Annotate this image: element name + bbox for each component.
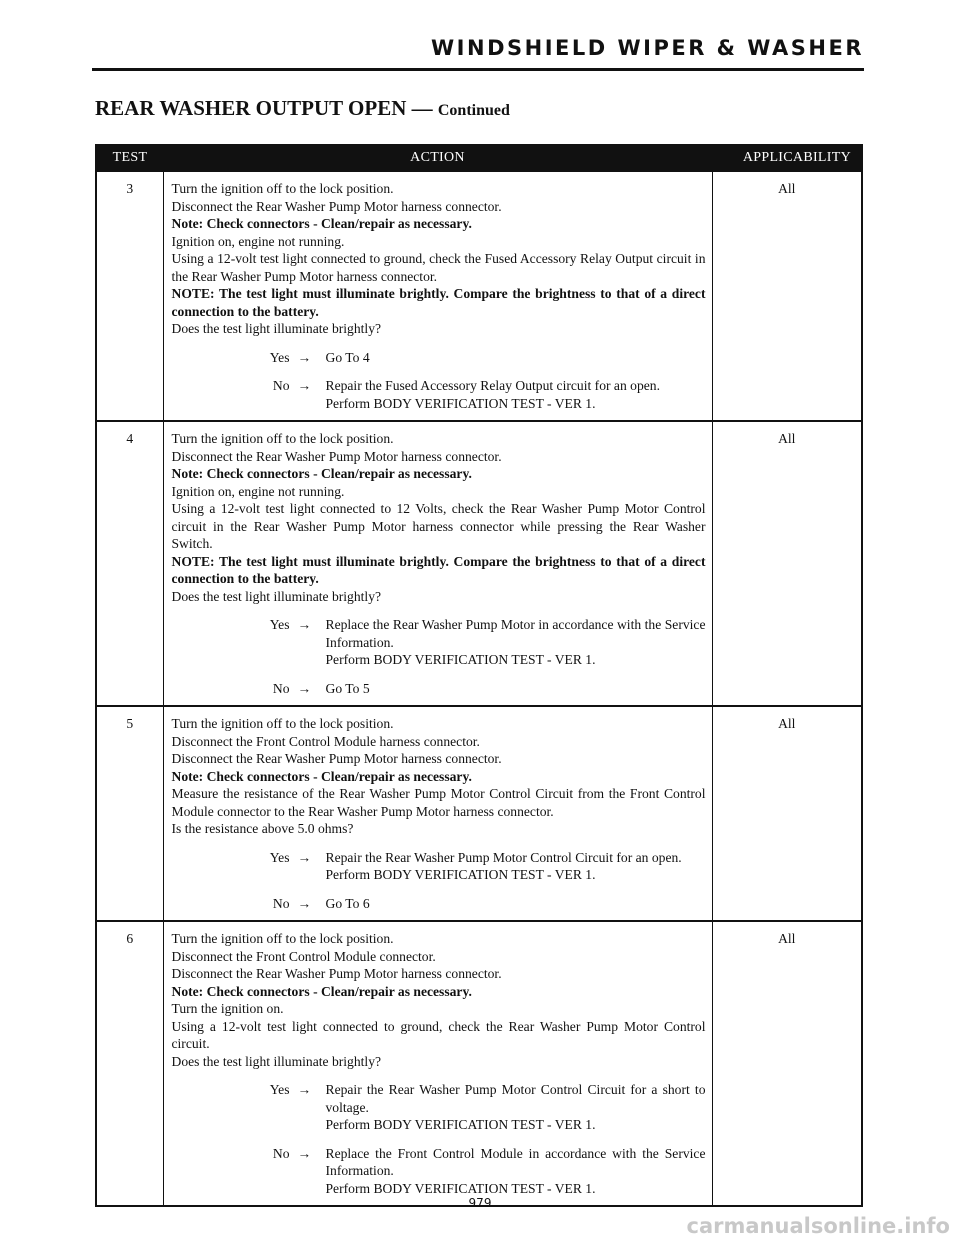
action-cell <box>163 706 712 921</box>
table-row <box>96 171 862 421</box>
step-line: Disconnect the Rear Washer Pump Motor harness connector. <box>171 966 502 981</box>
result-yes <box>172 849 706 884</box>
result-yes <box>172 616 706 669</box>
result-line: Replace the Front Control Module in accordance with the Service Information. <box>325 1145 706 1178</box>
result-text <box>326 1145 706 1198</box>
step-line: Disconnect the Front Control Module connector. <box>171 948 436 964</box>
result-no <box>172 895 706 913</box>
result-no <box>172 377 706 412</box>
result-no <box>172 1145 706 1198</box>
arrow-icon: → <box>297 680 312 696</box>
action-cell <box>163 171 712 421</box>
result-yes <box>172 1081 706 1134</box>
page-title <box>95 96 510 121</box>
result-line: Perform BODY VERIFICATION TEST - VER 1. <box>325 1180 596 1196</box>
step-line: Measure the resistance of the Rear Washer Pump Motor Control Circuit from the Front Control Module connector to the Rear Washer Pump Motor harness connector. <box>171 786 706 819</box>
page-number: 979 <box>468 1196 492 1210</box>
result-text <box>326 849 706 884</box>
table-row <box>96 421 862 706</box>
section-title: WINDSHIELD WIPER & WASHER <box>431 36 864 60</box>
result-line: Go To 6 <box>325 895 370 911</box>
result-text <box>326 349 706 367</box>
result-key: Yes <box>269 1082 290 1097</box>
result-no <box>172 680 706 698</box>
step-line: Disconnect the Rear Washer Pump Motor harness connector. <box>171 198 502 214</box>
step-line: Disconnect the Front Control Module harness connector. <box>171 733 480 749</box>
result-text <box>326 895 706 913</box>
continued-label: Continued <box>437 102 510 119</box>
header-applicability: APPLICABILITY <box>712 145 862 171</box>
diagnostic-table <box>95 144 863 1207</box>
step-line: Turn the ignition on. <box>171 1001 284 1016</box>
step-line: Does the test light illuminate brightly? <box>171 321 382 336</box>
result-line: Go To 4 <box>325 349 370 365</box>
result-key: Yes <box>269 617 290 632</box>
result-line: Go To 5 <box>325 680 370 696</box>
arrow-icon: → <box>297 378 312 393</box>
step-line: Turn the ignition off to the lock position. <box>171 931 394 946</box>
arrow-icon: → <box>297 1145 312 1161</box>
watermark: carmanualsonline.info <box>686 1214 950 1238</box>
arrow-icon: → <box>297 349 312 365</box>
applicability-cell: All <box>712 921 862 1206</box>
result-text <box>326 680 706 698</box>
result-line: Perform BODY VERIFICATION TEST - VER 1. <box>325 395 596 411</box>
arrow-icon: → <box>297 1082 312 1097</box>
step-line: Using a 12-volt test light connected to 12 Volts, check the Rear Washer Pump Motor Control circuit in the Rear Washer Pump Motor harness connector while pressing the Rear Washer Switch. <box>171 501 706 551</box>
result-line: Replace the Rear Washer Pump Motor in accordance with the Service Information. <box>325 617 706 650</box>
step-line: Disconnect the Rear Washer Pump Motor harness connector. <box>171 448 502 464</box>
step-line: Ignition on, engine not running. <box>171 483 345 499</box>
step-line: Disconnect the Rear Washer Pump Motor harness connector. <box>171 751 502 766</box>
arrow-icon: → <box>297 849 312 865</box>
step-line: Turn the ignition off to the lock position. <box>171 716 394 731</box>
step-line: Is the resistance above 5.0 ohms? <box>171 821 354 836</box>
step-line: Using a 12-volt test light connected to ground, check the Rear Washer Pump Motor Control circuit. <box>171 1018 706 1051</box>
note-line: Note: Check connectors - Clean/repair as necessary. <box>171 216 472 231</box>
applicability-cell: All <box>712 171 862 421</box>
test-number: 6 <box>96 921 163 1206</box>
note-line: Note: Check connectors - Clean/repair as necessary. <box>171 768 472 784</box>
result-key: Yes <box>269 349 290 365</box>
result-line: Repair the Rear Washer Pump Motor Control Circuit for a short to voltage. <box>325 1082 706 1115</box>
note-line: Note: Check connectors - Clean/repair as necessary. <box>171 983 472 999</box>
test-number: 3 <box>96 171 163 421</box>
step-line: Using a 12-volt test light connected to ground, check the Fused Accessory Relay Output circuit in the Rear Washer Pump Motor harness connector. <box>171 251 706 284</box>
table-header-row <box>96 145 862 171</box>
header-action: ACTION <box>163 145 712 171</box>
result-key: No <box>272 680 290 696</box>
action-cell <box>163 921 712 1206</box>
step-line: Turn the ignition off to the lock position. <box>171 181 394 196</box>
result-key: No <box>272 378 290 393</box>
test-number: 4 <box>96 421 163 706</box>
result-key: No <box>272 1145 290 1161</box>
applicability-cell: All <box>712 421 862 706</box>
result-text <box>326 616 706 669</box>
action-cell <box>163 421 712 706</box>
result-key: No <box>272 895 290 911</box>
test-number: 5 <box>96 706 163 921</box>
result-line: Perform BODY VERIFICATION TEST - VER 1. <box>325 1117 596 1132</box>
note-line: NOTE: The test light must illuminate brightly. Compare the brightness to that of a direct connection to the battery. <box>171 286 706 319</box>
step-line: Does the test light illuminate brightly? <box>171 1053 382 1069</box>
result-line: Perform BODY VERIFICATION TEST - VER 1. <box>325 867 596 882</box>
result-line: Perform BODY VERIFICATION TEST - VER 1. <box>325 652 596 667</box>
result-text <box>326 377 706 412</box>
applicability-cell: All <box>712 706 862 921</box>
arrow-icon: → <box>297 617 312 632</box>
note-line: NOTE: The test light must illuminate brightly. Compare the brightness to that of a direct connection to the battery. <box>171 553 706 586</box>
page-title-text: REAR WASHER OUTPUT OPEN — <box>95 96 433 120</box>
result-yes <box>172 349 706 367</box>
header-rule <box>92 68 864 71</box>
result-line: Repair the Fused Accessory Relay Output circuit for an open. <box>325 378 660 393</box>
result-key: Yes <box>269 849 290 865</box>
header-test: TEST <box>96 145 163 171</box>
step-line: Ignition on, engine not running. <box>171 233 345 249</box>
arrow-icon: → <box>297 895 312 911</box>
result-line: Repair the Rear Washer Pump Motor Control Circuit for an open. <box>325 849 682 865</box>
table-row <box>96 706 862 921</box>
result-text <box>326 1081 706 1134</box>
table-row <box>96 921 862 1206</box>
step-line: Turn the ignition off to the lock position. <box>171 431 394 446</box>
step-line: Does the test light illuminate brightly? <box>171 588 382 604</box>
note-line: Note: Check connectors - Clean/repair as necessary. <box>171 466 472 481</box>
